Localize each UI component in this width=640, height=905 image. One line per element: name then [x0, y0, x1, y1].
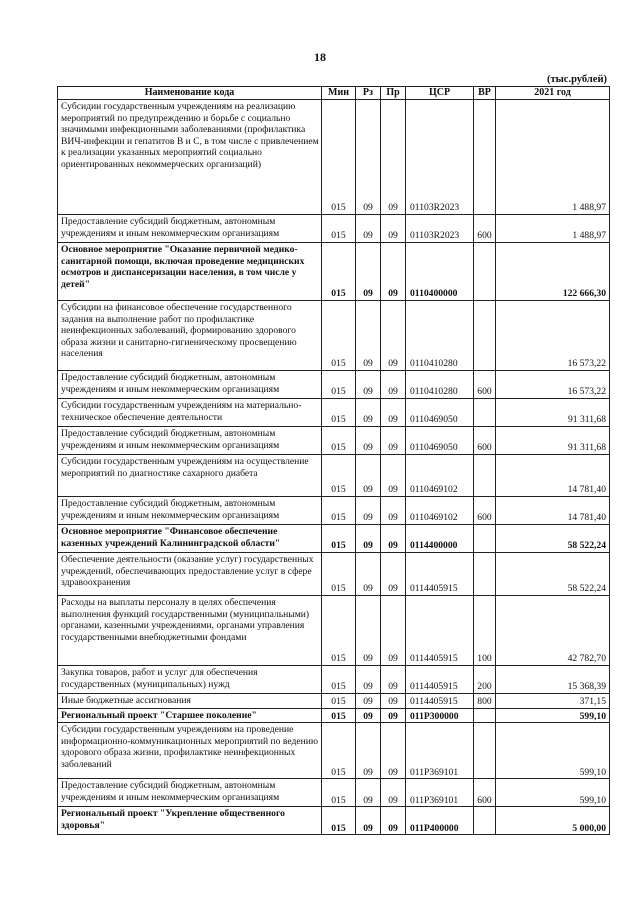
cell-amount: 16 573,22 — [496, 371, 610, 399]
table-body — [58, 100, 610, 835]
cell-name: Закупка товаров, работ и услуг для обеспечения государственных (муниципальных) нужд — [58, 666, 322, 694]
cell-pr: 09 — [381, 455, 406, 497]
header-pr: Пр — [381, 87, 406, 100]
cell-name: Обеспечение деятельности (оказание услуг) государственных учреждений, обеспечивающих предоставление услуг в сфере здравоохранения — [58, 553, 322, 596]
cell-amount: 58 522,24 — [496, 525, 610, 553]
cell-csr: 0114405915 — [406, 666, 474, 694]
cell-amount: 14 781,40 — [496, 497, 610, 525]
cell-rz: 09 — [356, 399, 381, 427]
cell-vr — [474, 455, 496, 497]
cell-min: 015 — [322, 215, 356, 243]
cell-csr: 01103R2023 — [406, 215, 474, 243]
cell-pr: 09 — [381, 215, 406, 243]
cell-rz: 09 — [356, 427, 381, 455]
cell-csr: 011P300000 — [406, 708, 474, 723]
cell-name: Субсидии государственным учреждениям на материально-техническое обеспечение деятельности — [58, 399, 322, 427]
table-row — [58, 723, 610, 779]
table-row — [58, 455, 610, 497]
cell-vr — [474, 243, 496, 301]
header-vr: ВР — [474, 87, 496, 100]
cell-min: 015 — [322, 553, 356, 596]
table-header-row — [58, 87, 610, 100]
cell-csr: 0110410280 — [406, 301, 474, 371]
cell-min: 015 — [322, 371, 356, 399]
table-row — [58, 215, 610, 243]
units-label: (тыс.рублей) — [546, 74, 607, 85]
cell-name: Субсидии государственным учреждениям на проведение информационно-коммуникационных мероприятий по ведению здорового образа жизни, профилактике неинфекционных заболеваний — [58, 723, 322, 779]
cell-pr: 09 — [381, 666, 406, 694]
cell-name: Субсидии государственным учреждениям на реализацию мероприятий по предупреждению и борьбе с социально значимыми инфекционными заболеваниями (профилактика ВИЧ-инфекции и гепатитов В и С, в том числе с привлечением к реализации указанных мероприятий социально ориентированных некоммерческих организаций) — [58, 100, 322, 215]
cell-vr: 600 — [474, 427, 496, 455]
cell-csr: 0110469102 — [406, 497, 474, 525]
cell-rz: 09 — [356, 723, 381, 779]
cell-name: Основное мероприятие "Оказание первичной медико-санитарной помощи, включая проведение медицинских осмотров и диспансеризации населения, в том числе у детей" — [58, 243, 322, 301]
cell-pr: 09 — [381, 525, 406, 553]
cell-csr: 01103R2023 — [406, 100, 474, 215]
cell-amount: 5 000,00 — [496, 807, 610, 835]
cell-vr — [474, 399, 496, 427]
table-row — [58, 100, 610, 215]
cell-amount: 16 573,22 — [496, 301, 610, 371]
cell-amount: 122 666,30 — [496, 243, 610, 301]
cell-amount: 599,10 — [496, 779, 610, 807]
table-row — [58, 694, 610, 709]
cell-pr: 09 — [381, 301, 406, 371]
cell-pr: 09 — [381, 399, 406, 427]
cell-vr — [474, 301, 496, 371]
cell-csr: 0110410280 — [406, 371, 474, 399]
cell-amount: 58 522,24 — [496, 553, 610, 596]
cell-pr: 09 — [381, 427, 406, 455]
cell-vr — [474, 708, 496, 723]
table-row — [58, 399, 610, 427]
cell-pr: 09 — [381, 723, 406, 779]
cell-rz: 09 — [356, 666, 381, 694]
budget-table — [57, 86, 610, 835]
cell-pr: 09 — [381, 708, 406, 723]
cell-name: Предоставление субсидий бюджетным, автономным учреждениям и иным некоммерческим организациям — [58, 497, 322, 525]
cell-name: Предоставление субсидий бюджетным, автономным учреждениям и иным некоммерческим организациям — [58, 215, 322, 243]
cell-vr: 100 — [474, 596, 496, 666]
header-rz: Рз — [356, 87, 381, 100]
cell-name: Иные бюджетные ассигнования — [58, 694, 322, 709]
cell-vr: 600 — [474, 215, 496, 243]
cell-min: 015 — [322, 399, 356, 427]
cell-name: Расходы на выплаты персоналу в целях обеспечения выполнения функций государственными (муниципальными) органами, казенными учреждениями, органами управления государственными внебюджетными фондами — [58, 596, 322, 666]
cell-vr: 200 — [474, 666, 496, 694]
cell-rz: 09 — [356, 215, 381, 243]
cell-min: 015 — [322, 525, 356, 553]
cell-min: 015 — [322, 779, 356, 807]
cell-amount: 91 311,68 — [496, 399, 610, 427]
cell-name: Предоставление субсидий бюджетным, автономным учреждениям и иным некоммерческим организациям — [58, 427, 322, 455]
table-row — [58, 596, 610, 666]
cell-min: 015 — [322, 807, 356, 835]
cell-csr: 011P369101 — [406, 779, 474, 807]
cell-name: Предоставление субсидий бюджетным, автономным учреждениям и иным некоммерческим организациям — [58, 779, 322, 807]
cell-vr: 600 — [474, 371, 496, 399]
table-row — [58, 301, 610, 371]
cell-pr: 09 — [381, 553, 406, 596]
cell-rz: 09 — [356, 708, 381, 723]
cell-amount: 371,15 — [496, 694, 610, 709]
cell-min: 015 — [322, 666, 356, 694]
cell-amount: 599,10 — [496, 708, 610, 723]
cell-amount: 1 488,97 — [496, 100, 610, 215]
cell-name: Региональный проект "Старшее поколение" — [58, 708, 322, 723]
cell-vr: 600 — [474, 779, 496, 807]
cell-vr — [474, 807, 496, 835]
cell-amount: 15 368,39 — [496, 666, 610, 694]
cell-min: 015 — [322, 694, 356, 709]
cell-csr: 0110400000 — [406, 243, 474, 301]
table-row — [58, 807, 610, 835]
cell-name: Основное мероприятие "Финансовое обеспечение казенных учреждений Калининградской области" — [58, 525, 322, 553]
cell-pr: 09 — [381, 779, 406, 807]
table-row — [58, 427, 610, 455]
table-row — [58, 497, 610, 525]
table-row — [58, 708, 610, 723]
cell-pr: 09 — [381, 807, 406, 835]
cell-min: 015 — [322, 100, 356, 215]
cell-csr: 011P400000 — [406, 807, 474, 835]
cell-rz: 09 — [356, 525, 381, 553]
header-csr: ЦСР — [406, 87, 474, 100]
cell-csr: 0114405915 — [406, 694, 474, 709]
cell-amount: 91 311,68 — [496, 427, 610, 455]
cell-min: 015 — [322, 497, 356, 525]
cell-rz: 09 — [356, 301, 381, 371]
cell-name: Субсидии государственным учреждениям на осуществление мероприятий по диагностике сахарного диабета — [58, 455, 322, 497]
cell-min: 015 — [322, 301, 356, 371]
cell-pr: 09 — [381, 100, 406, 215]
cell-rz: 09 — [356, 553, 381, 596]
cell-amount: 599,10 — [496, 723, 610, 779]
table-row — [58, 243, 610, 301]
cell-min: 015 — [322, 455, 356, 497]
cell-vr — [474, 723, 496, 779]
header-name: Наименование кода — [58, 87, 322, 100]
table-row — [58, 525, 610, 553]
cell-rz: 09 — [356, 497, 381, 525]
cell-vr — [474, 553, 496, 596]
cell-csr: 0114405915 — [406, 553, 474, 596]
cell-pr: 09 — [381, 243, 406, 301]
cell-min: 015 — [322, 427, 356, 455]
table-row — [58, 371, 610, 399]
cell-amount: 14 781,40 — [496, 455, 610, 497]
table-row — [58, 553, 610, 596]
cell-csr: 0110469050 — [406, 427, 474, 455]
cell-rz: 09 — [356, 596, 381, 666]
cell-amount: 1 488,97 — [496, 215, 610, 243]
cell-vr — [474, 525, 496, 553]
cell-csr: 011P369101 — [406, 723, 474, 779]
cell-pr: 09 — [381, 694, 406, 709]
cell-pr: 09 — [381, 371, 406, 399]
table-row — [58, 779, 610, 807]
cell-csr: 0110469050 — [406, 399, 474, 427]
cell-pr: 09 — [381, 497, 406, 525]
cell-csr: 0114400000 — [406, 525, 474, 553]
cell-pr: 09 — [381, 596, 406, 666]
cell-rz: 09 — [356, 243, 381, 301]
cell-csr: 0114405915 — [406, 596, 474, 666]
cell-min: 015 — [322, 596, 356, 666]
cell-rz: 09 — [356, 779, 381, 807]
page-number: 18 — [314, 50, 326, 64]
cell-name: Региональный проект "Укрепление общественного здоровья" — [58, 807, 322, 835]
cell-rz: 09 — [356, 694, 381, 709]
cell-csr: 0110469102 — [406, 455, 474, 497]
cell-amount: 42 782,70 — [496, 596, 610, 666]
cell-rz: 09 — [356, 455, 381, 497]
cell-min: 015 — [322, 723, 356, 779]
cell-rz: 09 — [356, 371, 381, 399]
cell-name: Субсидии на финансовое обеспечение государственного задания на выполнение работ по профилактике неинфекционных заболеваний, формированию здорового образа жизни и санитарно-гигиеническому просвещению населения — [58, 301, 322, 371]
table-row — [58, 666, 610, 694]
header-min: Мин — [322, 87, 356, 100]
header-year: 2021 год — [496, 87, 610, 100]
cell-min: 015 — [322, 708, 356, 723]
cell-vr: 600 — [474, 497, 496, 525]
cell-vr: 800 — [474, 694, 496, 709]
cell-rz: 09 — [356, 100, 381, 215]
cell-rz: 09 — [356, 807, 381, 835]
cell-name: Предоставление субсидий бюджетным, автономным учреждениям и иным некоммерческим организациям — [58, 371, 322, 399]
cell-min: 015 — [322, 243, 356, 301]
cell-vr — [474, 100, 496, 215]
